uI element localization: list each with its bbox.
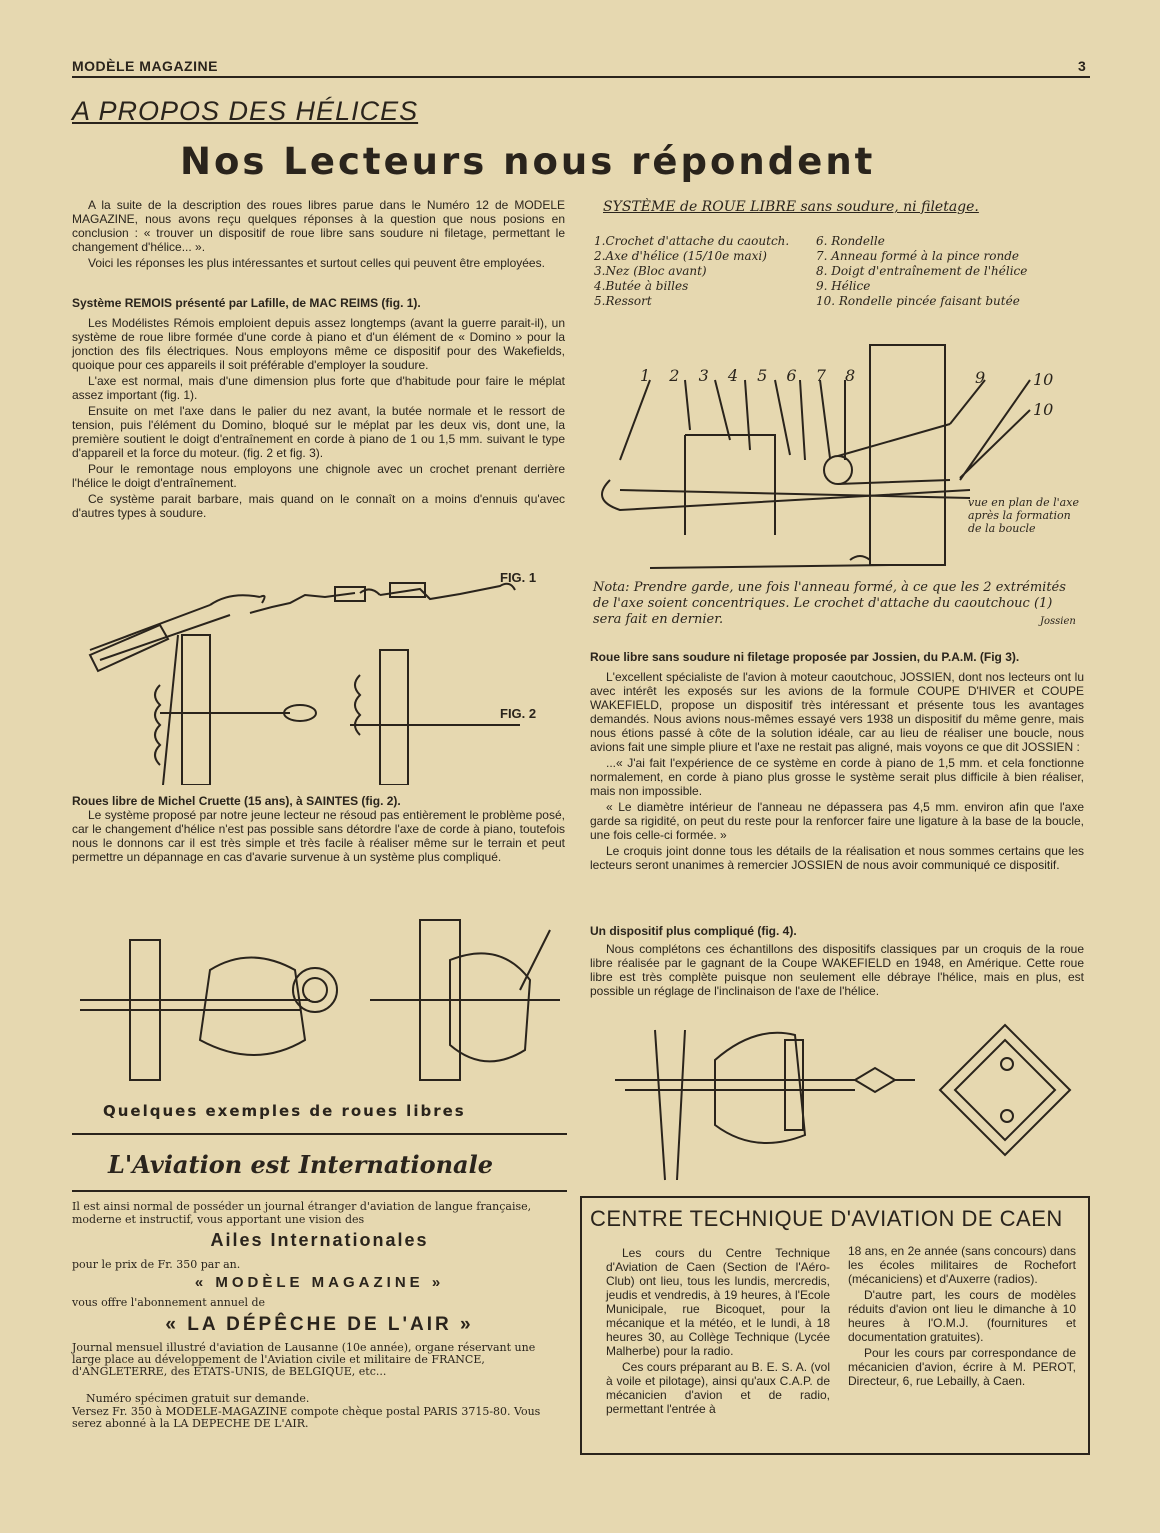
remois-text [72,316,565,522]
remois-paragraph: Ce système parait barbare, mais quand on le connaît on a moins d'ennuis qu'avec d'autres types à soudure. [72,492,565,520]
diagram-number: 5 [757,366,768,385]
caen-paragraph: Les cours du Centre Technique d'Aviation de Caen (Section de l'Aéro-Club) ont lieu, tous les lundis, mercredis, jeudis et vendredis, à 19 heures, à l'Ecole Municipale, rue Bicoquet, pour la mécanique et la météo, et le lundi, à 18 heures 30, au Collège Technique (Lycée Malherbe) pour la radio. [606,1246,830,1358]
diagram-number: 2 [669,366,680,385]
jossien-text [590,670,1084,874]
diagram-title: SYSTÈME de ROUE LIBRE sans soudure, ni filetage. [603,199,979,215]
diagram-number: 8 [844,366,856,385]
depeche-de-l-air: « LA DÉPÊCHE DE L'AIR » [165,1314,474,1335]
aviation-line4: Journal mensuel illustré d'aviation de Lausanne (10e année), organe réservant une large place au développement de l'Aviation civile et militaire de FRANCE, d'ANGLETERRE, des ETATS-UNIS, de BELGIQUE, etc... [72,1341,536,1378]
aviation-line5: Numéro spécimen gratuit sur demande. [86,1392,310,1405]
aviation-line6: Versez Fr. 350 à MODELE-MAGAZINE compote chèque postal PARIS 3715-80. Vous serez abonné à la LA DEPECHE DE L'AIR. [72,1405,541,1430]
cruette-text [72,808,565,866]
legend-item: 1.Crochet d'attache du caoutch. [594,234,790,248]
caen-box [580,1196,1090,1455]
diagram-legend-right [816,234,1086,309]
cruette-title: Roues libre de Michel Cruette (15 ans), à SAINTES (fig. 2). [72,794,401,808]
plan-view-note: vue en plan de l'axe après la formation de la boucle [968,496,1079,535]
jossien-paragraph: ...« J'ai fait l'expérience de ce système en corde à piano de 1,5 mm. et cela fonctionne normalement, en corde à piano plus grosse le système serait plus difficile à bien réaliser, mais non impossible. [590,756,1084,798]
headline: Nos Lecteurs nous répondent [180,140,876,183]
intro-paragraph: A la suite de la description des roues libres parue dans le Numéro 12 de MODELE MAGAZINE, nous avons reçu quelques réponses à la question que nous posions en conclusion : « trouver un dispositif de roue libre sans soudure ni filetage, permettant le changement d'hélice... ». [72,198,565,254]
fig2-label: FIG. 2 [500,706,537,721]
cruette-paragraph: Le système proposé par notre jeune lecteur ne résoud pas entièrement le problème posé, car le changement d'hélice n'est pas possible sans détordre l'axe de corde à piano, toutefois nous le donnons car il est très simple et très facile à réaliser même sur le terrain et peut permettre un dépannage en cas d'avarie survenue à un système plus compliqué. [72,808,565,864]
header-rule [72,76,1090,78]
page-number: 3 [1078,58,1087,74]
complique-paragraph: Nous complétons ces échantillons des dispositifs classiques par un croquis de la roue libre réalisée par le gagnant de la Coupe WAKEFIELD en 1948, en Amérique. Cette roue libre est très complète puisque non seulement elle débraye l'hélice, mais en plus, est possible un réglage de l'inclinaison de l'axe de l'hélice. [590,942,1084,998]
legend-item: 7. Anneau formé à la pince ronde [816,249,1020,263]
diagram-number: 1 [640,366,651,385]
diagram-number-labels [640,368,900,383]
aviation-line2: pour le prix de Fr. 350 par an. [72,1258,241,1271]
examples-caption: Quelques exemples de roues libres [103,1102,466,1120]
caen-paragraph: Pour les cours par correspondance de mécanicien d'avion, écrire à M. PEROT, Directeur, 6, rue Lebailly, à Caen. [848,1346,1076,1388]
modele-magazine-offer: « MODÈLE MAGAZINE » [194,1274,445,1291]
legend-item: 5.Ressort [594,294,652,308]
legend-item: 9. Hélice [816,279,871,293]
jossien-paragraph: « Le diamètre intérieur de l'anneau ne dépassera pas 4,5 mm. environ afin que l'axe garde sa rigidité, on peut du reste pour la renforcer faire une ligature à la base de la boucle, une fois celle-ci formée. » [590,800,1084,842]
aviation-top-rule [72,1133,567,1135]
caen-paragraph: Ces cours préparant au B. E. S. A. (vol à voile et pilotage), ainsi qu'aux C.A.P. de mécanicien d'avion et de radio, permettant l'entrée à [606,1360,830,1416]
freewheel-examples-drawing [70,900,560,1090]
complique-text [590,942,1084,1000]
jossien-title: Roue libre sans soudure ni filetage proposée par Jossien, du P.A.M. (Fig 3). [590,650,1020,664]
kicker-title: A PROPOS DES HÉLICES [72,96,419,126]
legend-item: 3.Nez (Bloc avant) [594,264,707,278]
diagram-number: 3 [698,366,709,385]
remois-paragraph: Pour le remontage nous employons une chignole avec un crochet prenant derrière l'hélice le doigt d'entraînement. [72,462,565,490]
magazine-name: MODÈLE MAGAZINE [72,58,218,74]
aviation-line3: vous offre l'abonnement annuel de [72,1296,266,1309]
caen-title: CENTRE TECHNIQUE D'AVIATION DE CAEN [590,1206,1063,1231]
intro-text [72,198,565,272]
complique-title: Un dispositif plus compliqué (fig. 4). [590,924,797,938]
legend-item: 6. Rondelle [816,234,885,248]
caen-col1 [606,1246,830,1418]
intro-paragraph: Voici les réponses les plus intéressantes et surtout celles qui peuvent être employées. [88,256,545,270]
aviation-bottom-rule [72,1190,567,1192]
legend-item: 10. Rondelle pincée faisant butée [816,294,1020,308]
diagram-nota: Nota: Prendre garde, une fois l'anneau formé, à ce que les 2 extrémités de l'axe soient concentriques. Le crochet d'attache du caoutchouc (1) sera fait en dernier. [593,580,1066,627]
remois-paragraph: Ensuite on met l'axe dans le palier du nez avant, la butée normale et le ressort de tension, puis l'élément du Domino, bloqué sur le méplat par les deux vis, dont une, la première soutient le doigt d'entraînement en corde à piano de 1 ou 1,5 mm. suivant le type d'appareil et la force du moteur. (fig. 2 et fig. 3). [72,404,565,460]
aviation-title: L'Aviation est Internationale [108,1150,493,1179]
ailes-internationales: Ailes Internationales [210,1230,429,1250]
legend-item: 2.Axe d'hélice (15/10e maxi) [594,249,767,263]
diagram-legend-left [594,234,814,309]
caen-paragraph: 18 ans, en 2e année (sans concours) dans les écoles militaires de Rochefort (mécaniciens) et d'Auxerre (radios). [848,1244,1076,1286]
diagram-number: 9 [975,368,986,387]
jossien-paragraph: Le croquis joint donne tous les détails de la réalisation et nous sommes certains que les lecteurs seront unanimes à remercier JOSSIEN de nous avoir communiqué ce dispositif. [590,844,1084,872]
jossien-paragraph: L'excellent spécialiste de l'avion à moteur caoutchouc, JOSSIEN, dont nos lecteurs ont lu avec intérêt les exposés sur les avions de la formule COUPE D'HIVER et COUPE WAKEFIELD, propose un dispositif très intéressant et présente tous les avantages demandés. Nous avions nous-mêmes essayé vers 1938 un dispositif du même genre, mais nous étions passé à côte de la solution idéale, car au lieu de réaliser une boucle, nous avions fait une simple pliure et l'axe ne restait pas aligné, mais voyons ce que dit JOSSIEN : [590,670,1084,754]
aviation-line1: Il est ainsi normal de posséder un journal étranger d'aviation de langue française, moderne et instructif, vous apportant une vision des [72,1200,532,1226]
diagram-number: 10 [1033,370,1054,389]
caen-paragraph: D'autre part, les cours de modèles réduits d'avion ont lieu le dimanche à 10 heures à l'O.M.J. (fournitures et documentation gratuites). [848,1288,1076,1344]
diagram-signature: Jossien [1040,616,1076,627]
diagram-number: 7 [815,366,826,385]
remois-title: Système REMOIS présenté par Lafille, de MAC REIMS (fig. 1). [72,296,421,310]
diagram-number: 6 [786,366,797,385]
remois-paragraph: L'axe est normal, mais d'une dimension plus forte que d'habitude pour faire le méplat assez important (fig. 1). [72,374,565,402]
diagram-number: 10 [1033,400,1054,419]
remois-paragraph: Les Modélistes Rémois emploient depuis assez longtemps (avant la guerre parait-il), un système de roue libre formée d'une corde à piano et d'un élément de « Domino » pour la jonction des fils électriques. Nous employons même ce dispositif pour des Wakefields, quoique pour ces appareils il soit préférable d'employer la soudure. [72,316,565,372]
fig1-label: FIG. 1 [500,570,537,585]
diagram-number: 4 [727,366,739,385]
fig4-drawing [615,1020,1095,1185]
legend-item: 4.Butée à billes [594,279,689,293]
fig1-fig2-drawing [60,565,540,785]
caen-col2 [848,1244,1076,1390]
legend-item: 8. Doigt d'entraînement de l'hélice [816,264,1028,278]
